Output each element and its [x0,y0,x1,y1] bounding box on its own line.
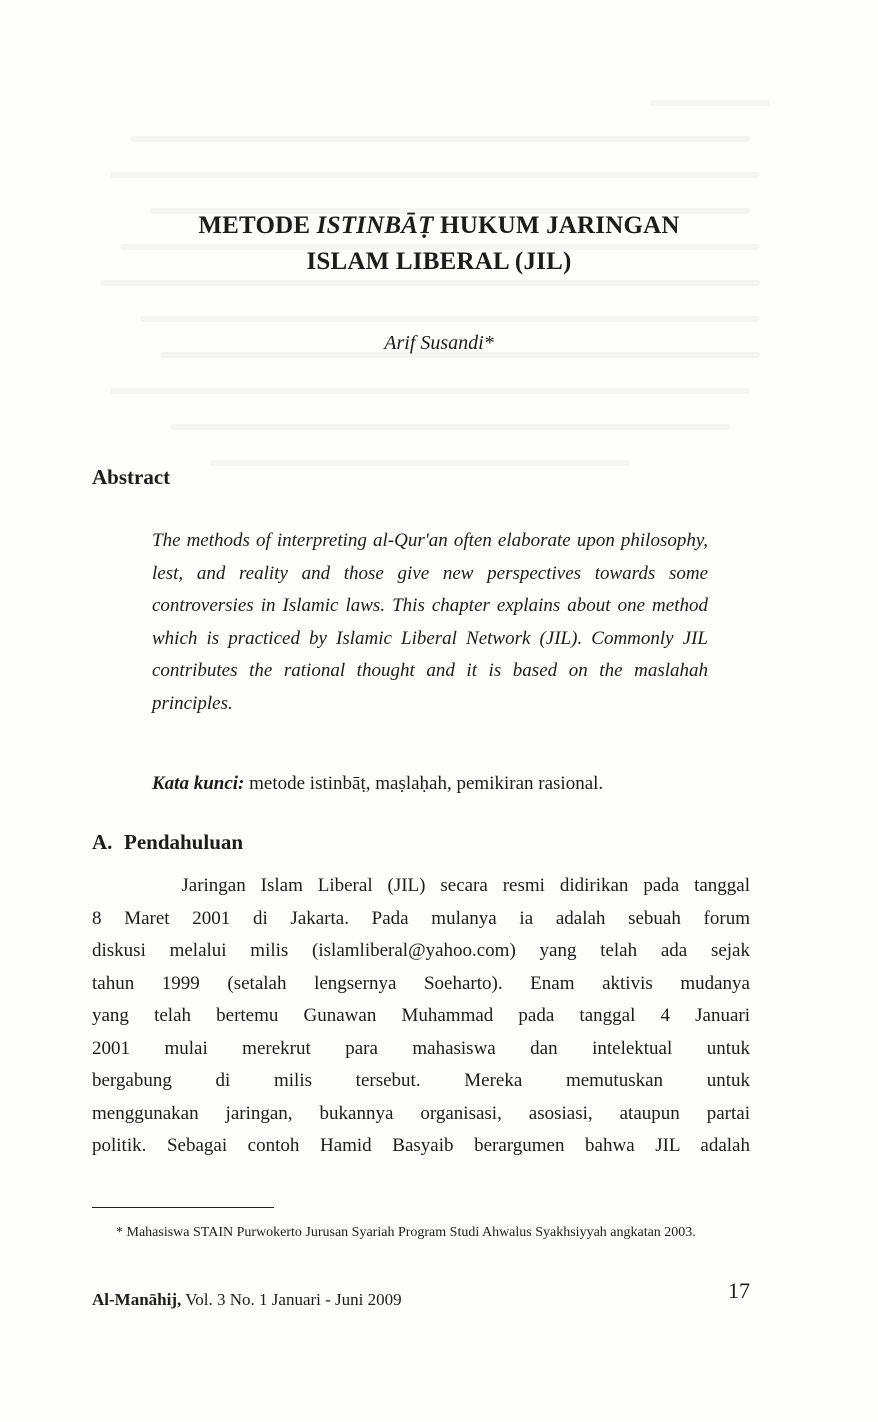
body-line: diskusi melalui milis (islamliberal@yahoo.com) yang telah ada sejak [92,940,750,961]
keywords-label: Kata kunci: [152,773,245,794]
show-through-stroke [130,136,750,142]
article-title-line-2: ISLAM LIBERAL (JIL) [306,248,572,275]
body-line: tahun 1999 (setalah lengsernya Soeharto). Enam aktivis mudanya [92,972,750,994]
body-paragraph [92,870,750,1163]
abstract-heading: Abstract [92,465,171,489]
show-through-stroke [170,424,730,430]
section-heading [92,830,243,855]
body-line: yang telah bertemu Gunawan Muhammad pada tanggal 4 Januari [92,1005,750,1026]
abstract-text: The methods of interpreting al-Qur'an often elaborate upon philosophy, lest, and reality and those give new perspectives towards some controversies in Islamic laws. This chapter explains about one method which is practiced by Islamic Liberal Network (JIL). Commonly JIL contributes the rational thought and it is based on the maslahah principles. [152,530,708,714]
author-name: Arif Susandi* [384,332,494,354]
show-through-stroke [140,316,760,322]
show-through-stroke [210,460,630,466]
body-line: menggunakan jaringan, bukannya organisasi, asosiasi, ataupun partai [92,1102,750,1124]
section-title: Pendahuluan [124,830,244,854]
journal-issue: Vol. 3 No. 1 Januari - Juni 2009 [181,1290,402,1309]
footnote-separator [92,1207,274,1208]
keywords-line [152,773,603,795]
show-through-stroke [110,172,760,178]
page-number: 17 [728,1278,750,1303]
body-line: 2001 mulai merekrut para mahasiswa dan intelektual untuk [92,1037,750,1059]
show-through-stroke [100,280,760,286]
running-footer [92,1290,402,1310]
footnote: * Mahasiswa STAIN Purwokerto Jurusan Syariah Program Studi Ahwalus Syakhsiyyah angkatan 2003. [116,1225,696,1240]
body-line: politik. Sebagai contoh Hamid Basyaib berargumen bahwa JIL adalah [92,1135,750,1156]
show-through-stroke [650,100,770,106]
show-through-stroke [110,388,750,394]
body-line: Jaringan Islam Liberal (JIL) secara resmi didirikan pada tanggal [92,875,750,896]
body-line: bergabung di milis tersebut. Mereka memutuskan untuk [92,1070,750,1091]
keywords-value: metode istinbāṭ, maṣlaḥah, pemikiran rasional. [244,773,604,794]
body-line: 8 Maret 2001 di Jakarta. Pada mulanya ia adalah sebuah forum [92,907,750,929]
article-title-line-1: METODE ISTINBĀṬ HUKUM JARINGAN [198,212,680,239]
section-letter: A. [92,830,113,854]
journal-name: Al-Manāhij, [92,1290,182,1309]
